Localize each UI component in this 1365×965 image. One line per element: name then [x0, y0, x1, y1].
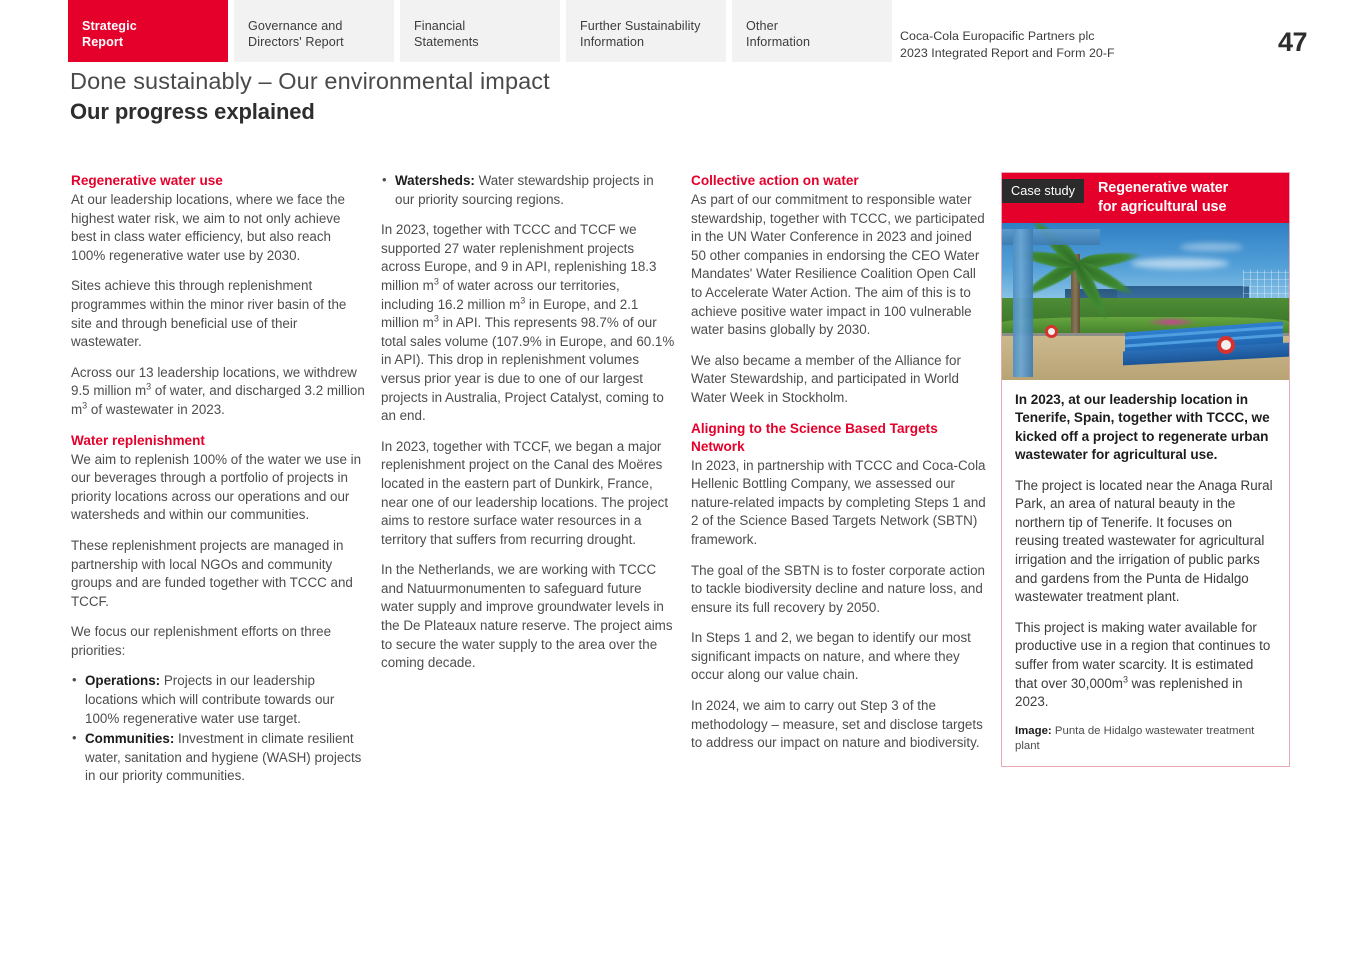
- nav-tab-label-line2: Information: [746, 35, 811, 49]
- list-item-label: Communities:: [85, 731, 175, 747]
- report-identifier: [900, 28, 1115, 62]
- superscript: 3: [433, 313, 439, 324]
- case-study-header: [1002, 173, 1289, 223]
- nav-tab-governance-and-directors-report[interactable]: [234, 0, 394, 62]
- paragraph: In Steps 1 and 2, we began to identify our most significant impacts on nature, and where they occur along our value chain.: [691, 630, 971, 683]
- text-run: was replenished in 2023.: [1015, 675, 1243, 710]
- text-run: of wastewater in 2023.: [87, 401, 225, 417]
- list-item-label: Operations:: [85, 673, 161, 689]
- paragraph: We aim to replenish 100% of the water we use in our beverages through a portfolio of projects in priority locations across our operations and our watersheds and within our communities.: [71, 451, 362, 523]
- case-study-box: [1001, 172, 1290, 767]
- nav-tab-strategic-report[interactable]: [68, 0, 228, 62]
- heading-collective-action-on-water: Collective action on water: [691, 173, 859, 188]
- nav-tab-label-line2: Report: [82, 35, 124, 49]
- superscript: 3: [82, 400, 88, 411]
- nav-tab-label-line1: Financial: [414, 19, 466, 33]
- paragraph: These replenishment projects are managed in partnership with local NGOs and community groups and are funded together with TCCC and TCCF.: [71, 537, 353, 609]
- paragraph: [381, 221, 676, 426]
- report-company-name: Coca-Cola Europacific Partners plc: [900, 29, 1095, 43]
- paragraph: In 2023, in partnership with TCCC and Coca-Cola Hellenic Bottling Company, we assessed our nature-related impacts by completing Steps 1 and 2 of the Science Based Targets Network (SBTN) framework.: [691, 457, 986, 547]
- text-run: This project is making water available for productive use in a region that continues to suffer from water scarcity. It is estimated that over 30,000m: [1015, 619, 1271, 691]
- photo-life-ring: [1045, 325, 1058, 338]
- paragraph: In 2023, together with TCCF, we began a major replenishment project on the Canal des Moëres located in the eastern part of Dunkirk, France, near one of our leadership locations. The project aims to restore surface water resources in a territory that suffers from recurring drought.: [381, 438, 669, 547]
- content-column-2: [381, 172, 676, 685]
- photo-cloud: [1131, 258, 1229, 269]
- superscript: 3: [433, 276, 439, 287]
- image-credit-text: Punta de Hidalgo wastewater treatment plant: [1015, 724, 1255, 752]
- paragraph: As part of our commitment to responsible water stewardship, together with TCCC, we participated in the UN Water Conference in 2023 and joined 50 other companies in endorsing the CEO Water Mandates' Water Resilience Coalition Open Call to Accelerate Water Action. The aim of this is to achieve positive water impact in 100 vulnerable water basins globally by 2030.: [691, 192, 985, 338]
- paragraph: We also became a member of the Alliance for Water Stewardship, and participated in World Water Week in Stockholm.: [691, 352, 961, 405]
- case-study-photo: [1002, 223, 1289, 380]
- heading-water-replenishment: Water replenishment: [71, 432, 205, 448]
- page-number: 47: [1277, 27, 1307, 57]
- nav-tab-financial-statements[interactable]: [400, 0, 560, 62]
- photo-blue-post: [1013, 229, 1033, 377]
- paragraph: In the Netherlands, we are working with TCCC and Natuurmonumenten to safeguard future water supply and improve groundwater levels in the De Plateaux nature reserve. The project aims to secure the water supply to the area over the coming decade.: [381, 562, 673, 671]
- case-study-lead: In 2023, at our leadership location in Tenerife, Spain, together with TCCC, we kicked off a project to regenerate urban wastewater for agricultural use.: [1015, 392, 1270, 463]
- nav-tab-label-line2: Statements: [414, 35, 479, 49]
- text-run: in API. This represents 98.7% of our total sales volume (107.9% in Europe, and 60.1% in API). This drop in replenishment volumes versus prior year is due to one of our largest projects in Australia, Project Catalyst, coming to an end.: [381, 315, 675, 424]
- content-column-1: [71, 172, 366, 788]
- page-title: Our progress explained: [70, 99, 315, 124]
- text-run: of water across our territories, including 16.2 million m: [381, 277, 620, 312]
- text-run: of water, and discharged 3.2 million m: [71, 383, 365, 417]
- page-title-block: [70, 66, 550, 126]
- case-study-title-line2: for agricultural use: [1098, 198, 1227, 215]
- page-eyebrow-title: Done sustainably – Our environmental impact: [70, 68, 550, 94]
- case-study-tag: Case study: [1002, 179, 1084, 203]
- list-item-label: Watersheds:: [395, 173, 475, 188]
- nav-tab-label-line1: Other: [746, 19, 778, 33]
- list-item: [71, 730, 366, 786]
- text-run: in Europe, and 2.1 million m: [381, 296, 639, 331]
- paragraph: The goal of the SBTN is to foster corporate action to tackle biodiversity decline and nature loss, and ensure its full recovery by 2050.: [691, 562, 985, 615]
- case-study-title-line1: Regenerative water: [1098, 180, 1229, 196]
- text-run: In 2023, together with TCCC and TCCF we supported 27 water replenishment projects across Europe, and 9 in API, replenishing 18.3 million m: [381, 222, 657, 293]
- heading-aligning-to-sbtn: Aligning to the Science Based Targets Network: [691, 420, 938, 454]
- priorities-bullet-list-continued: [381, 172, 676, 209]
- case-study-body: [1002, 380, 1289, 766]
- superscript: 3: [520, 295, 526, 306]
- case-study-title: [1098, 179, 1228, 216]
- nav-tab-further-sustainability-information[interactable]: [566, 0, 726, 62]
- superscript: 3: [1122, 674, 1128, 685]
- paragraph: In 2024, we aim to carry out Step 3 of the methodology – measure, set and disclose targets to address our impact on nature and biodiversity.: [691, 698, 983, 751]
- paragraph: We focus our replenishment efforts on three priorities:: [71, 624, 332, 658]
- paragraph: At our leadership locations, where we face the highest water risk, we aim to not only achieve best in class water efficiency, but also reach 100% regenerative water use by 2030.: [71, 192, 345, 263]
- case-study-image-credit: [1015, 724, 1276, 754]
- superscript: 3: [146, 381, 152, 392]
- heading-regenerative-water-use: Regenerative water use: [71, 173, 223, 188]
- nav-tab-label-line1: Governance and: [248, 19, 343, 33]
- priorities-bullet-list: [71, 672, 366, 786]
- nav-tab-other-information[interactable]: [732, 0, 892, 62]
- nav-tab-label-line1: Further Sustainability: [580, 19, 701, 33]
- content-column-3: [691, 172, 986, 765]
- list-item-text: Investment in climate resilient water, sanitation and hygiene (WASH) projects in our priority communities.: [85, 731, 362, 784]
- list-item-text: Water stewardship projects in our priority sourcing regions.: [395, 173, 654, 207]
- list-item-text: Projects in our leadership locations which will contribute towards our 100% regenerative water use target.: [85, 673, 335, 726]
- list-item: [71, 672, 366, 728]
- report-document-name: 2023 Integrated Report and Form 20-F: [900, 46, 1115, 60]
- paragraph: [1015, 619, 1276, 712]
- paragraph: The project is located near the Anaga Rural Park, an area of natural beauty in the northern tip of Tenerife. It focuses on reusing treated wastewater for agricultural irrigation and the irrigation of public parks and gardens from the Punta de Hidalgo wastewater treatment plant.: [1015, 477, 1273, 605]
- image-credit-label: Image:: [1015, 724, 1052, 737]
- list-item: [381, 172, 676, 209]
- paragraph: Sites achieve this through replenishment programmes within the minor river basin of the site and through beneficial use of their wastewater.: [71, 278, 347, 350]
- nav-tab-label-line2: Information: [580, 35, 645, 49]
- paragraph: [71, 364, 366, 420]
- photo-flowers: [1146, 317, 1198, 326]
- section-nav-tabs: [68, 0, 898, 62]
- nav-tab-label-line1: Strategic: [82, 19, 137, 33]
- text-run: Across our 13 leadership locations, we withdrew 9.5 million m: [71, 364, 357, 399]
- nav-tab-label-line2: Directors' Report: [248, 35, 344, 49]
